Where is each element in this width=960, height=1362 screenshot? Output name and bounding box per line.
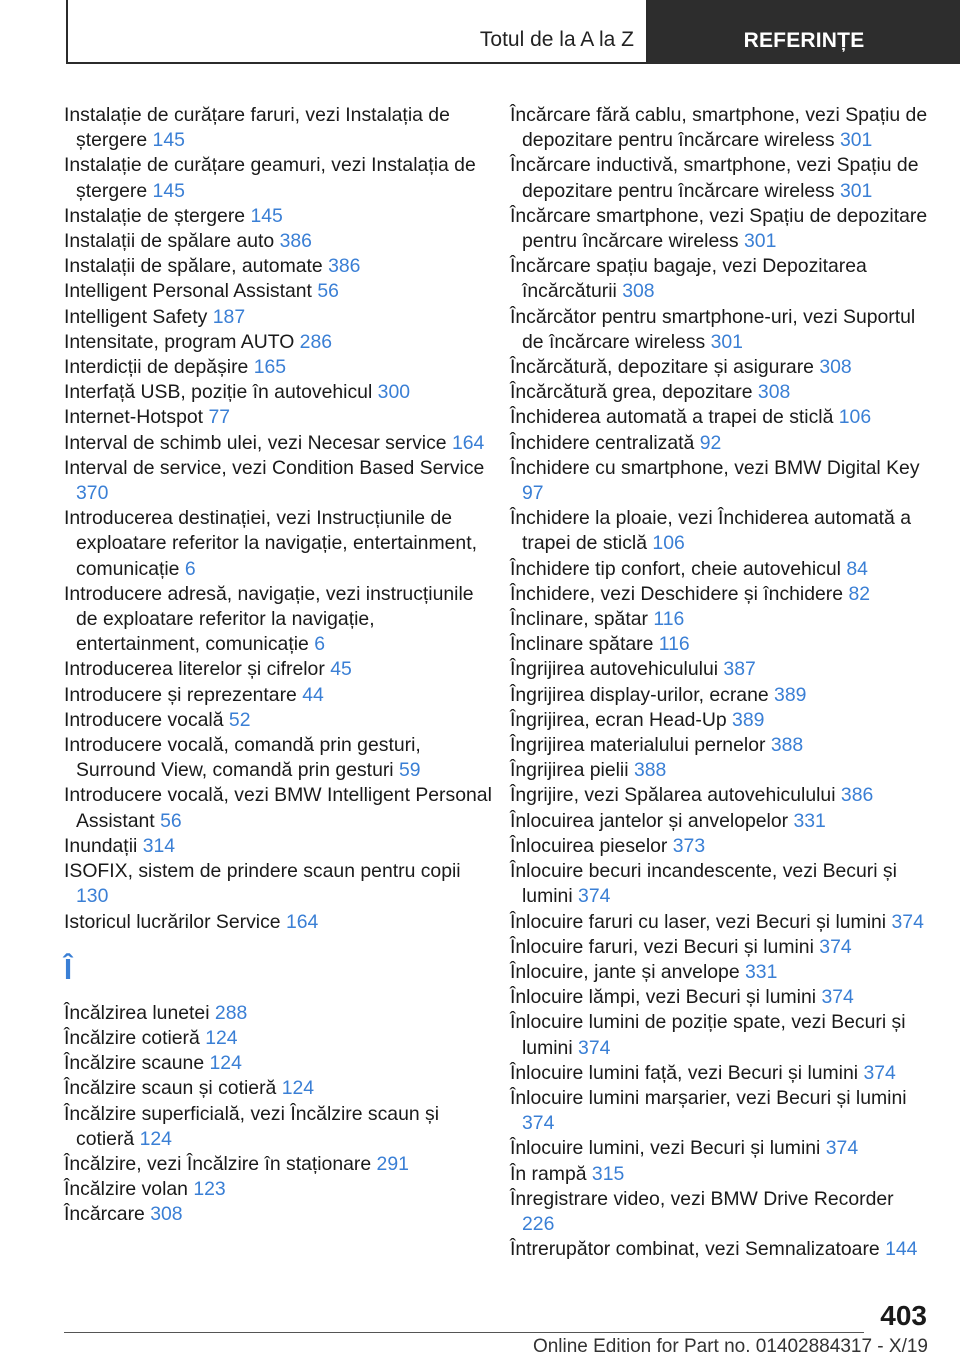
page-link[interactable]: 374 <box>522 1112 555 1135</box>
entry-text: Încărcătură grea, depozitare <box>510 381 758 404</box>
index-entry <box>64 103 496 153</box>
entry-text: Îngrijirea autovehiculului <box>510 658 724 681</box>
index-entry <box>64 657 496 682</box>
footer-divider <box>64 1332 864 1333</box>
page-link[interactable]: 124 <box>205 1026 238 1049</box>
entry-text: Întrerupător combinat, vezi Semnalizatoare <box>510 1238 886 1261</box>
entry-text: Înregistrare video, vezi BMW Drive Recorder <box>510 1187 894 1210</box>
entry-text: Încălzirea lunetei <box>64 1001 215 1024</box>
entry-text: Încărcătură, depozitare și asigurare <box>510 356 820 379</box>
page-link[interactable]: 116 <box>653 608 685 631</box>
page-link[interactable]: 106 <box>838 406 872 429</box>
index-entry <box>510 506 930 556</box>
index-entry <box>510 683 930 708</box>
entry-text: Înlocuire lumini de poziție spate, vezi Becuri și lumini <box>510 1011 906 1059</box>
index-entry <box>64 279 496 304</box>
index-entry <box>64 254 496 279</box>
index-entry <box>64 380 496 405</box>
page-link[interactable]: 145 <box>152 179 185 202</box>
page-link[interactable]: 386 <box>840 784 874 807</box>
page-link[interactable]: 123 <box>193 1178 226 1201</box>
entry-text: Încălzire scaun și cotieră <box>64 1077 282 1100</box>
entry-text: Instalație de ștergere <box>64 204 251 227</box>
entry-text: Instalație de curățare geamuri, vezi Instalația de ștergere <box>64 154 476 202</box>
entry-text: Intelligent Personal Assistant <box>64 280 318 303</box>
page-link[interactable]: 374 <box>825 1137 859 1160</box>
index-entry <box>64 910 496 935</box>
page-link[interactable]: 82 <box>848 582 871 605</box>
page-link[interactable]: 308 <box>757 381 791 404</box>
index-entry <box>510 103 930 153</box>
entry-text: Înlocuire lumini marșarier, vezi Becuri și lumini <box>510 1086 907 1109</box>
page-link[interactable]: 130 <box>76 885 109 908</box>
index-entry <box>510 1086 930 1136</box>
entry-text: Înlocuire becuri incandescente, vezi Becuri și lumini <box>510 860 897 908</box>
index-entry <box>64 456 496 506</box>
page-link[interactable]: 301 <box>744 230 777 253</box>
index-entry <box>510 431 930 456</box>
index-entry <box>64 1102 496 1152</box>
page-link[interactable]: 288 <box>214 1001 248 1024</box>
page-link[interactable]: 226 <box>522 1212 555 1235</box>
page-link[interactable]: 315 <box>591 1162 625 1185</box>
index-entry <box>64 582 496 658</box>
section-letter: Î <box>64 953 73 986</box>
entry-text: Încărcare spațiu bagaje, vezi Depozitarea încărcăturii <box>510 255 867 303</box>
index-entry <box>64 431 496 456</box>
index-entry <box>510 1010 930 1060</box>
index-list-i-circumflex <box>64 1001 496 1228</box>
page-link[interactable]: 165 <box>253 356 287 379</box>
index-entry <box>64 1051 496 1076</box>
entry-text: Înlocuire lămpi, vezi Becuri și lumini <box>510 986 822 1009</box>
index-column-left <box>64 103 496 1228</box>
index-entry <box>64 204 496 229</box>
entry-text: Introducerea destinației, vezi Instrucțiunile de exploatare referitor la navigație, entertainment, comunicație <box>64 507 477 580</box>
entry-text: Instalații de spălare, automate <box>64 255 329 278</box>
index-entry <box>510 859 930 909</box>
index-entry <box>64 506 496 582</box>
page-link[interactable]: 286 <box>299 330 333 353</box>
page-link[interactable]: 331 <box>793 809 826 832</box>
index-entry <box>510 557 930 582</box>
page-link[interactable]: 145 <box>152 129 185 152</box>
index-entry <box>510 1237 930 1262</box>
index-entry <box>510 758 930 783</box>
index-entry <box>510 783 930 808</box>
page-link[interactable]: 370 <box>76 482 109 505</box>
entry-text: Înlocuire lumini, vezi Becuri și lumini <box>510 1137 826 1160</box>
page-link[interactable]: 301 <box>839 179 873 202</box>
footer-edition: Online Edition for Part no. 01402884317 - X/19 <box>532 1336 928 1357</box>
page-link[interactable]: 386 <box>328 255 361 278</box>
page-link[interactable]: 44 <box>302 683 324 706</box>
index-entry <box>510 405 930 430</box>
index-entry <box>510 380 930 405</box>
entry-text: Introducere vocală <box>64 708 229 731</box>
entry-text: Introducere vocală, comandă prin gesturi, Surround View, comandă prin gesturi <box>64 734 421 782</box>
index-entry <box>510 657 930 682</box>
page-link[interactable]: 291 <box>376 1152 409 1175</box>
section-title: Totul de la A la Z <box>479 28 634 51</box>
page-link[interactable]: 387 <box>723 658 756 681</box>
index-entry <box>510 985 930 1010</box>
index-entry <box>64 330 496 355</box>
index-column-right <box>510 103 930 1262</box>
index-entry <box>510 254 930 304</box>
page-link[interactable]: 77 <box>208 406 231 429</box>
entry-text: Înlocuire faruri cu laser, vezi Becuri și lumini <box>510 910 892 933</box>
entry-text: Instalație de curățare faruri, vezi Instalația de ștergere <box>64 104 450 152</box>
entry-text: Îngrijirea pielii <box>510 759 634 782</box>
page-link[interactable]: 187 <box>212 305 246 328</box>
entry-text: Încălzire scaune <box>64 1052 210 1075</box>
page-link[interactable]: 97 <box>522 482 544 505</box>
page-link[interactable]: 374 <box>819 935 852 958</box>
index-entry <box>64 405 496 430</box>
page-link[interactable]: 374 <box>578 885 611 908</box>
page-link[interactable]: 308 <box>622 280 655 303</box>
entry-text: Îngrijirea display-urilor, ecrane <box>510 683 775 706</box>
index-entry <box>64 783 496 833</box>
chapter-tab[interactable]: REFERINȚE <box>648 0 960 64</box>
entry-text: Încărcare inductivă, smartphone, vezi Spațiu de depozitare pentru încărcare wireless <box>510 154 919 202</box>
entry-text: Interval de schimb ulei, vezi Necesar service <box>64 431 452 454</box>
index-entry <box>64 859 496 909</box>
index-entry <box>64 229 496 254</box>
entry-text: Îngrijirea, ecran Head-Up <box>510 708 733 731</box>
page-link[interactable]: 314 <box>142 834 176 857</box>
entry-text: Închidere cu smartphone, vezi BMW Digital Key <box>510 456 920 479</box>
index-entry <box>510 1187 930 1237</box>
index-entry <box>510 910 930 935</box>
page-link[interactable]: 106 <box>652 532 685 555</box>
page-link[interactable]: 59 <box>399 759 421 782</box>
entry-text: Inundații <box>64 834 143 857</box>
entry-text: Încălzire superficială, vezi Încălzire scaun și cotieră <box>64 1102 440 1150</box>
index-entry <box>510 632 930 657</box>
entry-text: Interdicții de depășire <box>64 356 254 379</box>
index-entry <box>64 305 496 330</box>
entry-text: Înclinare, spătar <box>510 608 654 631</box>
index-entry <box>510 153 930 203</box>
index-entry <box>64 1152 496 1177</box>
page-link[interactable]: 374 <box>891 910 924 933</box>
entry-text: Istoricul lucrărilor Service <box>64 910 286 933</box>
page-link[interactable]: 301 <box>839 129 873 152</box>
index-entry <box>510 1162 930 1187</box>
entry-text: Internet-Hotspot <box>64 406 209 429</box>
entry-text: Intensitate, program AUTO <box>64 330 300 353</box>
page-link[interactable]: 389 <box>732 708 765 731</box>
page-link[interactable]: 308 <box>819 356 852 379</box>
index-entry <box>64 708 496 733</box>
page-link[interactable]: 124 <box>139 1127 172 1150</box>
entry-text: Încălzire volan <box>64 1178 194 1201</box>
page-link[interactable]: 145 <box>250 204 283 227</box>
page-link[interactable]: 388 <box>770 734 804 757</box>
page-link[interactable]: 116 <box>658 633 690 656</box>
page-link[interactable]: 56 <box>160 809 182 832</box>
index-entry <box>510 582 930 607</box>
index-entry <box>64 834 496 859</box>
page-link[interactable]: 124 <box>209 1052 242 1075</box>
page-link[interactable]: 124 <box>281 1077 315 1100</box>
index-list-i <box>64 103 496 935</box>
page-link[interactable]: 308 <box>150 1203 183 1226</box>
index-entry <box>64 1001 496 1026</box>
entry-text: Închiderea automată a trapei de sticlă <box>510 406 839 429</box>
page-link[interactable]: 6 <box>314 633 325 656</box>
page-link[interactable]: 92 <box>699 431 722 454</box>
entry-text: Închidere la ploaie, vezi Închiderea automată a trapei de sticlă <box>510 507 911 555</box>
entry-text: Închidere tip confort, cheie autovehicul <box>510 557 847 580</box>
page-link[interactable]: 331 <box>745 960 778 983</box>
page-link[interactable]: 389 <box>774 683 807 706</box>
index-entry <box>510 607 930 632</box>
index-entry <box>510 733 930 758</box>
entry-text: Înlocuire lumini față, vezi Becuri și lumini <box>510 1061 864 1084</box>
entry-text: Înlocuire, jante și anvelope <box>510 960 745 983</box>
entry-text: Intelligent Safety <box>64 305 213 328</box>
index-entry <box>510 960 930 985</box>
entry-text: Introducere adresă, navigație, vezi instrucțiunile de exploatare referitor la navigație, entertainment, comunicație <box>64 582 474 656</box>
index-entry <box>510 708 930 733</box>
index-entry <box>64 1202 496 1227</box>
page-link[interactable]: 374 <box>821 986 854 1009</box>
page-link[interactable]: 374 <box>578 1036 611 1059</box>
index-entry <box>64 1177 496 1202</box>
entry-text: Îngrijirea materialului pernelor <box>510 734 771 757</box>
index-entry <box>64 1026 496 1051</box>
page-link[interactable]: 373 <box>672 834 706 857</box>
entry-text: ISOFIX, sistem de prindere scaun pentru copii <box>64 860 461 883</box>
page-link[interactable]: 144 <box>885 1238 918 1261</box>
entry-text: Încărcare smartphone, vezi Spațiu de depozitare pentru încărcare wireless <box>510 204 928 253</box>
entry-text: Încărcare <box>64 1203 151 1226</box>
page-link[interactable]: 388 <box>633 759 667 782</box>
entry-text: Instalații de spălare auto <box>64 230 280 253</box>
entry-text: Încălzire cotieră <box>64 1026 206 1049</box>
entry-text: Interval de service, vezi Condition Based Service <box>64 456 485 479</box>
page-link[interactable]: 52 <box>228 708 251 731</box>
entry-text: Încărcare fără cablu, smartphone, vezi Spațiu de depozitare pentru încărcare wireless <box>510 104 928 152</box>
page-link[interactable]: 301 <box>710 330 743 353</box>
index-entry <box>510 935 930 960</box>
entry-text: Îngrijire, vezi Spălarea autovehiculului <box>510 784 841 807</box>
entry-text: Înlocuirea jantelor și anvelopelor <box>510 809 794 832</box>
entry-text: Introducere și reprezentare <box>64 683 303 706</box>
index-entry <box>64 1076 496 1101</box>
page-link[interactable]: 386 <box>279 230 312 253</box>
index-entry <box>64 153 496 203</box>
page-link[interactable]: 45 <box>330 658 352 681</box>
page-link[interactable]: 300 <box>377 381 411 404</box>
index-entry <box>510 834 930 859</box>
index-entry <box>510 204 930 254</box>
index-entry <box>510 809 930 834</box>
entry-text: Înlocuire faruri, vezi Becuri și lumini <box>510 935 820 958</box>
index-entry <box>510 305 930 355</box>
entry-text: Înlocuirea pieselor <box>510 834 673 857</box>
index-list-i-circumflex-continued <box>510 103 930 1262</box>
page-link[interactable]: 374 <box>863 1061 896 1084</box>
entry-text: Încărcător pentru smartphone-uri, vezi Suportul de încărcare wireless <box>510 305 916 353</box>
entry-text: Închidere, vezi Deschidere și închidere <box>510 582 849 605</box>
page-link[interactable]: 84 <box>846 557 868 580</box>
entry-text: Încălzire, vezi Încălzire în staționare <box>64 1152 377 1175</box>
page-number: 403 <box>880 1300 927 1331</box>
entry-text: Introducere vocală, vezi BMW Intelligent Personal Assistant <box>64 784 492 832</box>
index-entry <box>510 1061 930 1086</box>
index-entry <box>510 1136 930 1161</box>
index-entry <box>510 456 930 506</box>
entry-text: Interfață USB, poziție în autovehicul <box>64 381 378 404</box>
entry-text: Închidere centralizată <box>510 431 700 454</box>
page-link[interactable]: 164 <box>451 431 485 454</box>
index-entry <box>64 733 496 783</box>
index-entry <box>64 683 496 708</box>
page-link[interactable]: 56 <box>317 280 339 303</box>
index-entry <box>510 355 930 380</box>
page-link[interactable]: 6 <box>184 557 196 580</box>
page-link[interactable]: 164 <box>285 910 319 933</box>
index-entry <box>64 355 496 380</box>
entry-text: Introducerea literelor și cifrelor <box>64 658 331 681</box>
entry-text: În rampă <box>510 1162 592 1185</box>
entry-text: Înclinare spătare <box>510 633 659 656</box>
